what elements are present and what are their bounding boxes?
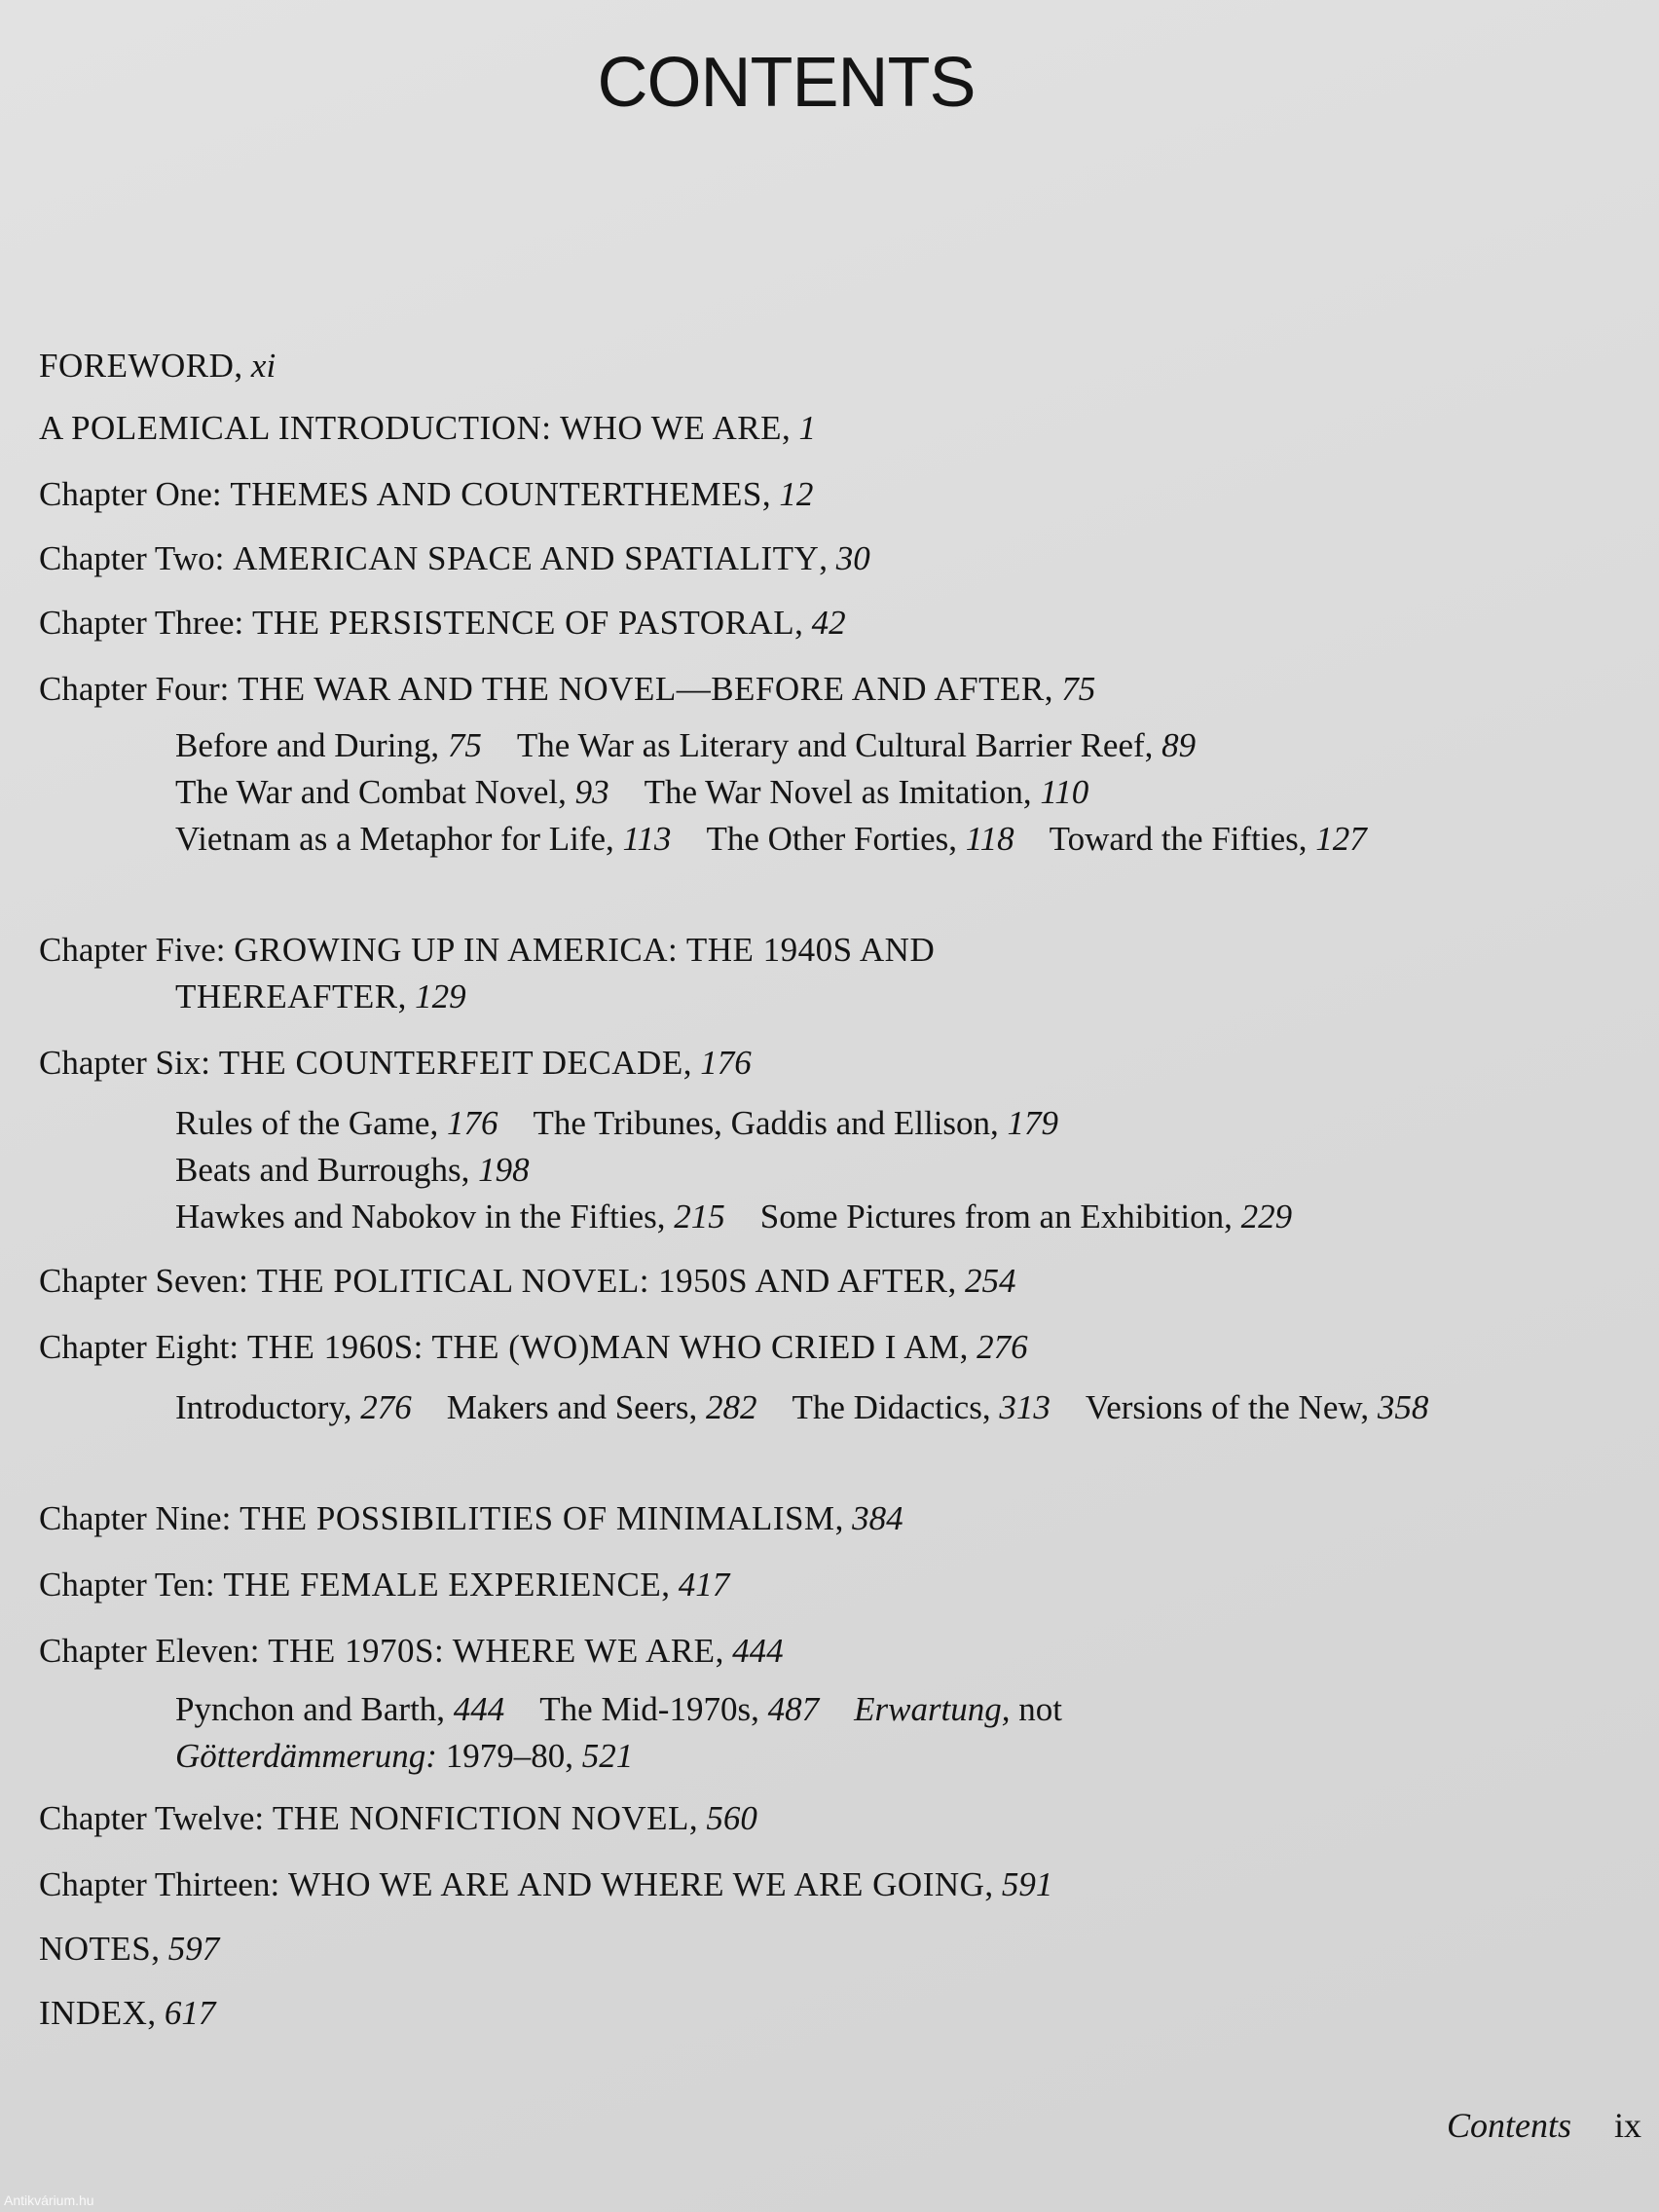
- entry-title: THE COUNTERFEIT DECADE: [218, 1044, 683, 1082]
- subsection: Versions of the New, 358: [1085, 1388, 1429, 1426]
- subsection: Hawkes and Nabokov in the Fifties, 215: [175, 1198, 725, 1235]
- entry-page: 384: [852, 1499, 903, 1537]
- toc-subsections-chapter-eleven: [175, 1686, 1441, 1780]
- toc-entry-chapter-two: Chapter Two: AMERICAN SPACE AND SPATIALITY, 30: [39, 539, 870, 577]
- chapter-label: Chapter Five:: [39, 931, 226, 969]
- entry-page: 444: [732, 1632, 784, 1670]
- entry-title: WHO WE ARE AND WHERE WE ARE GOING: [287, 1865, 985, 1903]
- entry-page: xi: [250, 347, 276, 385]
- toc-entry-chapter-nine: Chapter Nine: THE POSSIBILITIES OF MINIMALISM, 384: [39, 1499, 903, 1537]
- chapter-label: Chapter Three:: [39, 604, 244, 642]
- subsection: Makers and Seers, 282: [446, 1388, 757, 1426]
- toc-subsections-chapter-six: [175, 1100, 1441, 1240]
- toc-entry-chapter-eleven: Chapter Eleven: THE 1970S: WHERE WE ARE, 444: [39, 1632, 784, 1670]
- chapter-label: Chapter Two:: [39, 539, 225, 577]
- entry-title: INDEX: [39, 1994, 148, 2032]
- entry-page: 597: [167, 1930, 220, 1968]
- subsection: The Didactics, 313: [792, 1388, 1051, 1426]
- entry-page: 591: [1001, 1865, 1053, 1903]
- entry-page: 176: [700, 1044, 752, 1082]
- entry-page: 129: [415, 977, 466, 1015]
- toc-entry-chapter-eight: Chapter Eight: THE 1960S: THE (WO)MAN WHO CRIED I AM, 276: [39, 1328, 1028, 1366]
- subsection: The War Novel as Imitation, 110: [644, 773, 1089, 811]
- entry-page: 12: [779, 475, 814, 513]
- subsection: Erwartung, not Götterdämmerung: 1979–80, 521: [175, 1690, 1063, 1775]
- chapter-label: Chapter Eleven:: [39, 1632, 260, 1670]
- toc-entry-chapter-one: Chapter One: THEMES AND COUNTERTHEMES, 12: [39, 475, 814, 513]
- toc-entry-chapter-three: Chapter Three: THE PERSISTENCE OF PASTORAL, 42: [39, 604, 846, 642]
- entry-title: THE WAR AND THE NOVEL—BEFORE AND AFTER: [238, 670, 1045, 708]
- entry-page: 75: [1061, 670, 1096, 708]
- toc-entry-chapter-thirteen: Chapter Thirteen: WHO WE ARE AND WHERE WE ARE GOING, 591: [39, 1865, 1053, 1903]
- entry-title: THE NONFICTION NOVEL: [272, 1799, 689, 1837]
- entry-title: FOREWORD: [39, 347, 235, 385]
- chapter-label: Chapter Four:: [39, 670, 230, 708]
- subsection: Rules of the Game, 176: [175, 1104, 498, 1142]
- subsection: The War and Combat Novel, 93: [175, 773, 609, 811]
- subsection: The Tribunes, Gaddis and Ellison, 179: [533, 1104, 1059, 1142]
- toc-entry-chapter-seven: Chapter Seven: THE POLITICAL NOVEL: 1950S AND AFTER, 254: [39, 1262, 1016, 1300]
- subsection: Vietnam as a Metaphor for Life, 113: [175, 820, 672, 858]
- entry-page: 30: [835, 539, 870, 577]
- toc-entry-chapter-six: Chapter Six: THE COUNTERFEIT DECADE, 176: [39, 1044, 752, 1082]
- subsection: Beats and Burroughs, 198: [175, 1151, 530, 1189]
- subsection: The War as Literary and Cultural Barrier Reef, 89: [516, 726, 1197, 764]
- toc-entry-foreword: FOREWORD, xi: [39, 347, 276, 385]
- chapter-label: Chapter One:: [39, 475, 222, 513]
- chapter-label: Chapter Eight:: [39, 1328, 240, 1366]
- entry-page: 617: [164, 1994, 216, 2032]
- entry-title-continued: THEREAFTER: [175, 977, 398, 1015]
- entry-page: 1: [798, 409, 817, 447]
- entry-title: GROWING UP IN AMERICA: THE 1940S AND: [234, 931, 936, 969]
- page-footer: [1447, 2105, 1641, 2146]
- chapter-label: Chapter Ten:: [39, 1566, 215, 1604]
- toc-entry-chapter-four: Chapter Four: THE WAR AND THE NOVEL—BEFORE AND AFTER, 75: [39, 670, 1096, 708]
- subsection: Pynchon and Barth, 444: [175, 1690, 505, 1728]
- toc-entry-index: INDEX, 617: [39, 1994, 216, 2032]
- subsection: Before and During, 75: [175, 726, 482, 764]
- toc-entry-notes: NOTES, 597: [39, 1930, 220, 1968]
- page-number: ix: [1613, 2106, 1641, 2145]
- page-title: CONTENTS: [597, 44, 976, 122]
- entry-title: THE 1960S: THE (WO)MAN WHO CRIED I AM: [246, 1328, 960, 1366]
- toc-subsections-chapter-eight: [175, 1384, 1441, 1431]
- entry-page: 254: [964, 1262, 1016, 1300]
- subsection: Some Pictures from an Exhibition, 229: [759, 1198, 1293, 1235]
- subsection: The Other Forties, 118: [706, 820, 1014, 858]
- entry-title: THE POSSIBILITIES OF MINIMALISM: [240, 1499, 835, 1537]
- entry-title: THE PERSISTENCE OF PASTORAL: [252, 604, 795, 642]
- subsection: Introductory, 276: [175, 1388, 412, 1426]
- entry-page: 42: [811, 604, 846, 642]
- entry-title: THE 1970S: WHERE WE ARE: [268, 1632, 716, 1670]
- chapter-label: Chapter Seven:: [39, 1262, 248, 1300]
- toc-subsections-chapter-four: [175, 722, 1441, 863]
- chapter-label: Chapter Nine:: [39, 1499, 232, 1537]
- subsection: The Mid-1970s, 487: [539, 1690, 820, 1728]
- toc-entry-chapter-five-cont: THEREAFTER, 129: [175, 977, 466, 1015]
- chapter-label: Chapter Twelve:: [39, 1799, 265, 1837]
- toc-entry-chapter-five: [39, 927, 935, 974]
- entry-page: 560: [706, 1799, 757, 1837]
- entry-title: THE POLITICAL NOVEL: 1950S AND AFTER: [256, 1262, 948, 1300]
- subsection: Toward the Fifties, 127: [1049, 820, 1367, 858]
- entry-page: 417: [678, 1566, 730, 1604]
- entry-page: 276: [977, 1328, 1028, 1366]
- entry-title: THE FEMALE EXPERIENCE: [223, 1566, 662, 1604]
- entry-title: AMERICAN SPACE AND SPATIALITY: [233, 539, 820, 577]
- chapter-label: Chapter Six:: [39, 1044, 210, 1082]
- entry-title: A POLEMICAL INTRODUCTION: WHO WE ARE: [39, 409, 783, 447]
- toc-entry-introduction: A POLEMICAL INTRODUCTION: WHO WE ARE, 1: [39, 409, 817, 447]
- entry-title: THEMES AND COUNTERTHEMES: [230, 475, 762, 513]
- chapter-label: Chapter Thirteen:: [39, 1865, 280, 1903]
- running-title: Contents: [1446, 2106, 1571, 2145]
- toc-entry-chapter-ten: Chapter Ten: THE FEMALE EXPERIENCE, 417: [39, 1566, 730, 1604]
- watermark: Antikvárium.hu: [4, 2193, 94, 2208]
- toc-entry-chapter-twelve: Chapter Twelve: THE NONFICTION NOVEL, 560: [39, 1799, 757, 1837]
- entry-title: NOTES: [39, 1930, 152, 1968]
